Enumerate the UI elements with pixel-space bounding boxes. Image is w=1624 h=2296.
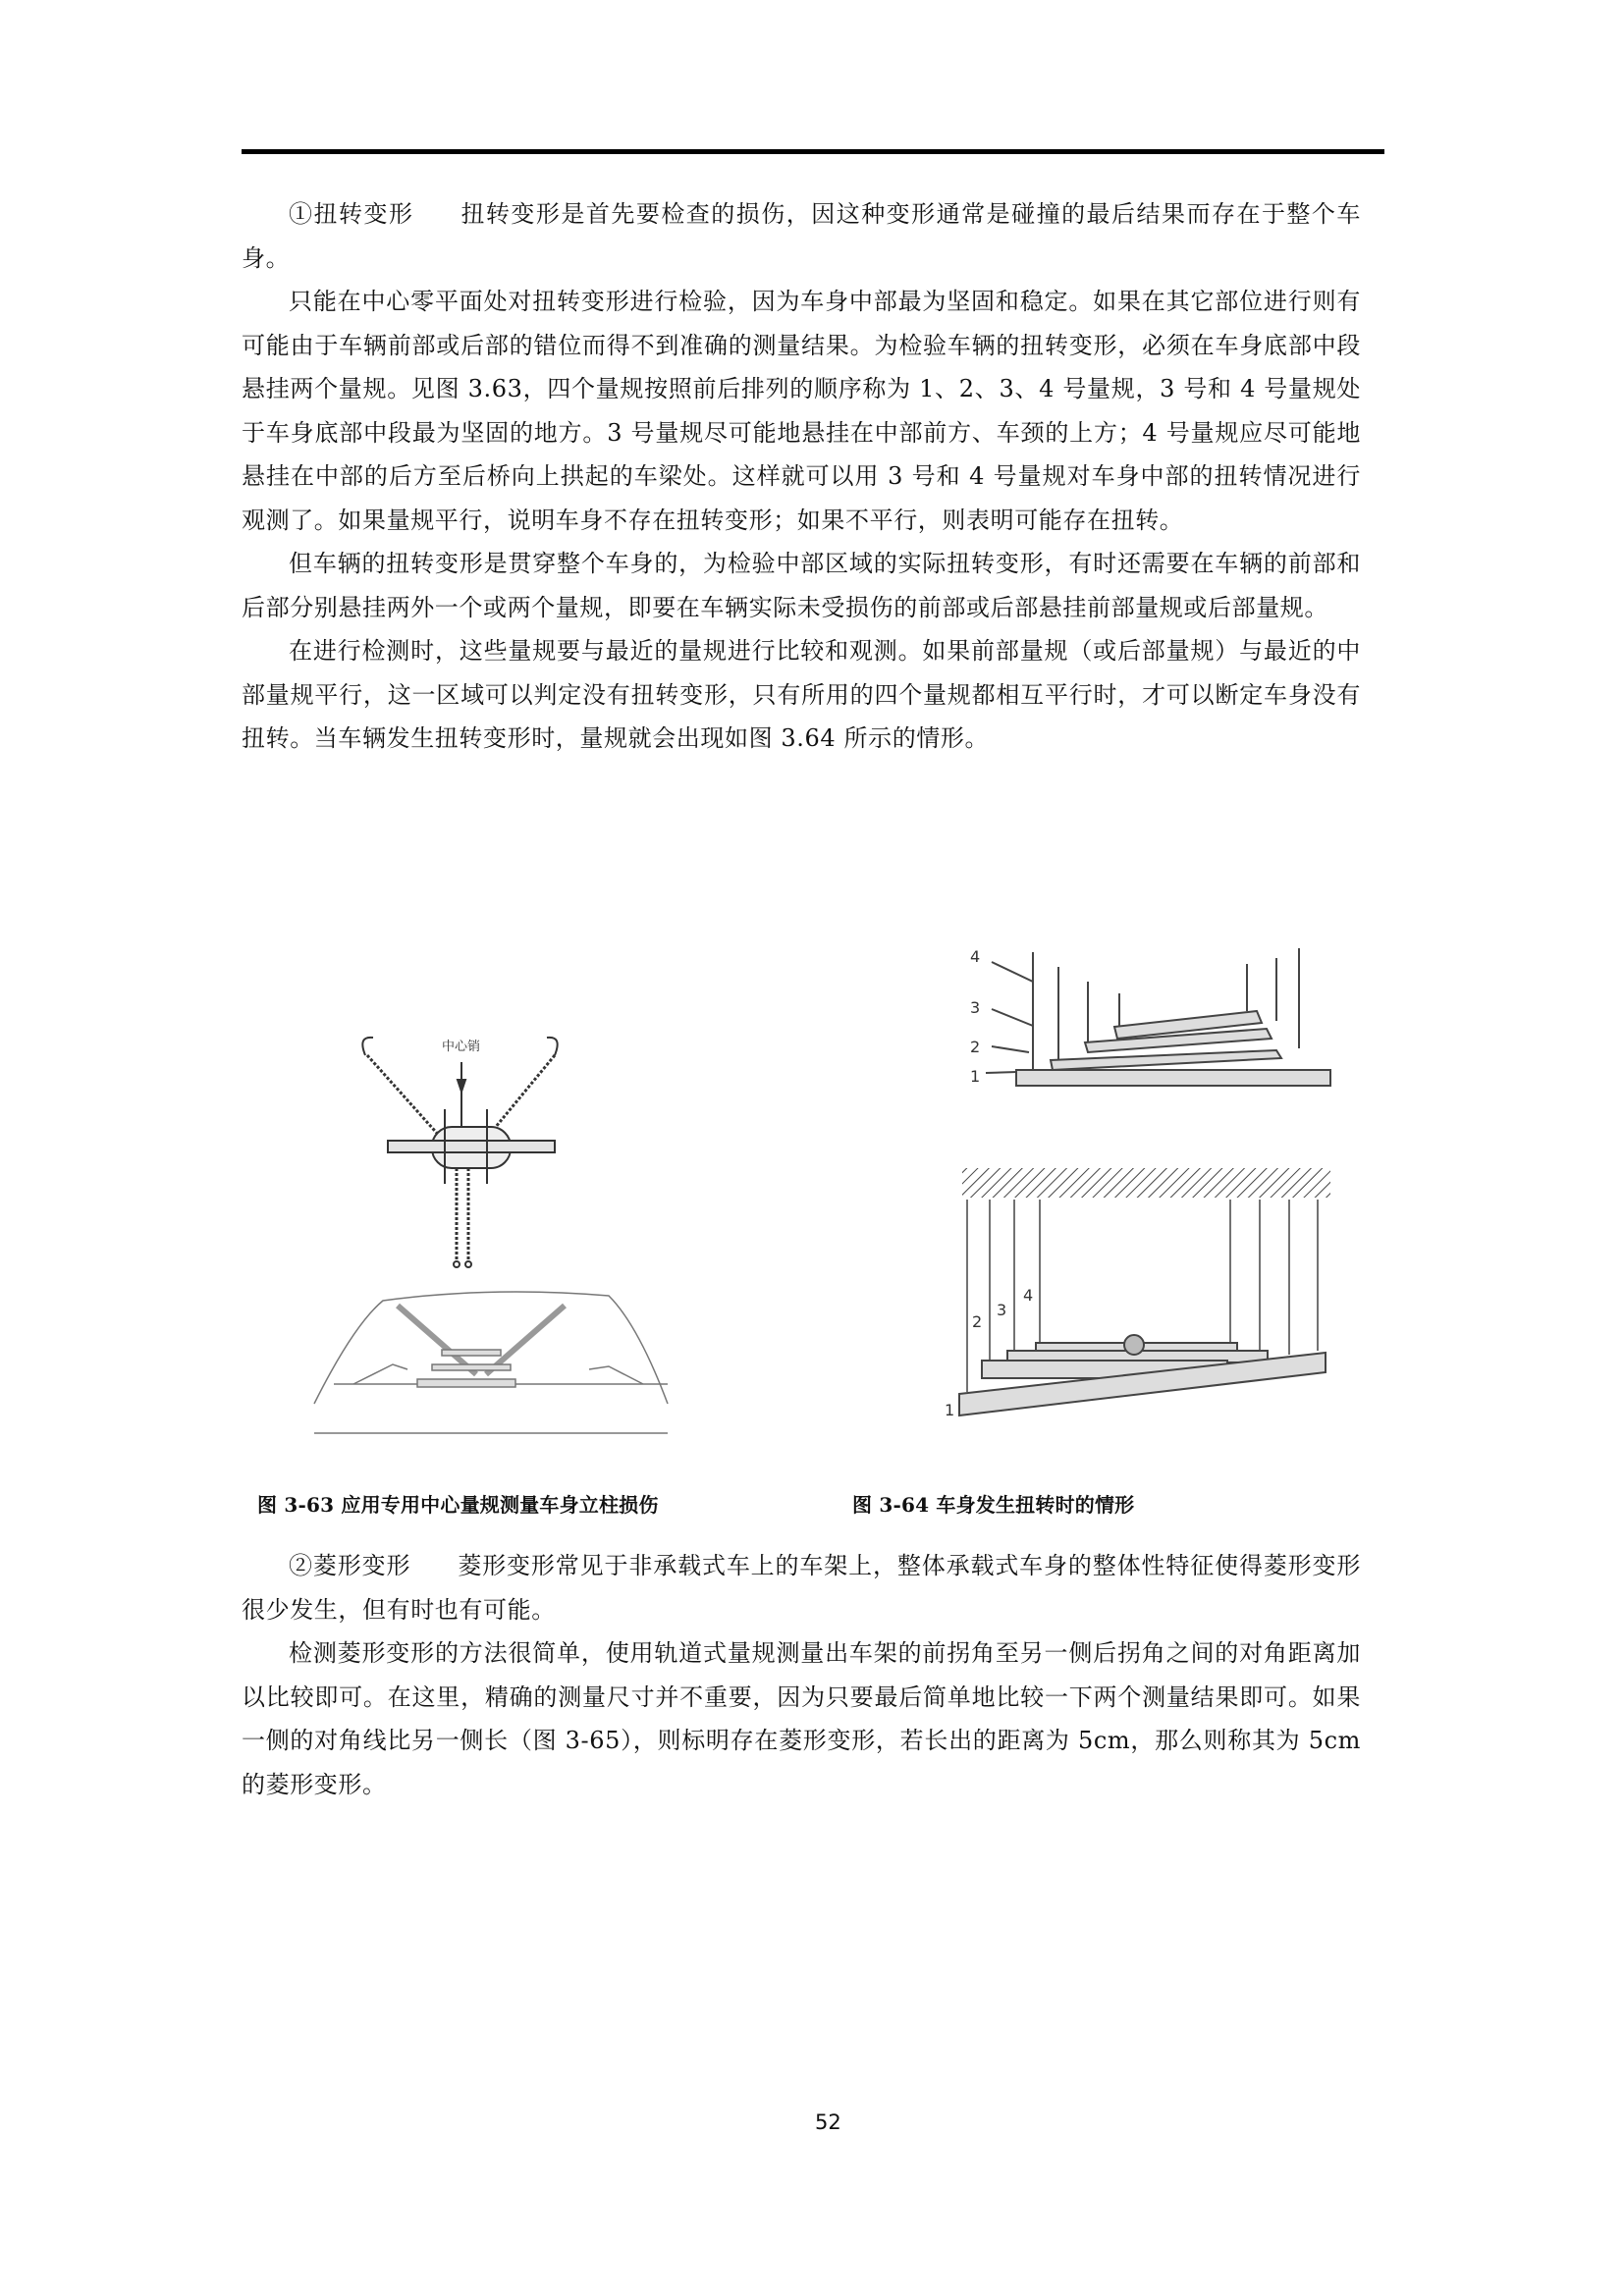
section-diamond [242, 1544, 1361, 1806]
gauge-label-1: 1 [970, 1067, 981, 1086]
paragraph: 只能在中心零平面处对扭转变形进行检验，因为车身中部最为坚固和稳定。如果在其它部位进行则有可能由于车辆前部或后部的错位而得不到准确的测量结果。为检验车辆的扭转变形，必须在车身底部中段悬挂两个量规。见图 3.63，四个量规按照前后排列的顺序称为 1、2、3、4 号量规，3 号和 4 号量规处于车身底部中段最为坚固的地方。3 号量规尽可能地悬挂在中部前方、车颈的上方；4 号量规应尽可能地悬挂在中部的后方至后桥向上拱起的车梁处。这样就可以用 3 号和 4 号量规对车身中部的扭转情况进行观测了。如果量规平行，说明车身不存在扭转变形；如果不平行，则表明可能存在扭转。 [242, 288, 1361, 534]
gauge-label-1: 1 [945, 1401, 955, 1419]
center-pin-label: 中心销 [442, 1040, 481, 1054]
center-gauge-drawing [362, 1038, 557, 1267]
figure-3-64-bottom [943, 1158, 1355, 1443]
gauge-label-2: 2 [972, 1312, 983, 1331]
figure-caption-3-64: 图 3-64 车身发生扭转时的情形 [852, 1493, 1135, 1517]
page-number: 52 [815, 2110, 841, 2134]
gauge-label-2: 2 [970, 1038, 981, 1056]
section-heading: ①扭转变形 [289, 200, 414, 228]
header-rule [242, 149, 1384, 154]
paragraph: 但车辆的扭转变形是贯穿整个车身的，为检验中部区域的实际扭转变形，有时还需要在车辆的前部和后部分别悬挂两外一个或两个量规，即要在车辆实际未受损伤的前部或后部悬挂前部量规或后部量规。 [242, 550, 1361, 621]
paragraph [242, 192, 1361, 280]
car-body-drawing [314, 1292, 668, 1433]
figure-caption-3-63: 图 3-63 应用专用中心量规测量车身立柱损伤 [257, 1493, 659, 1517]
ceiling-hatch [962, 1168, 1330, 1198]
figure-3-64-top [943, 933, 1355, 1109]
gauge-label-3: 3 [970, 998, 981, 1017]
section-torsion [242, 192, 1361, 761]
gauge-label-4: 4 [970, 947, 981, 966]
gauge-label-3: 3 [997, 1301, 1007, 1319]
gauge-label-4: 4 [1023, 1286, 1034, 1305]
paragraph-text: 菱形变形常见于非承载式车上的车架上，整体承载式车身的整体性特征使得菱形变形很少发生，但有时也有可能。 [242, 1552, 1362, 1624]
section-heading: ②菱形变形 [289, 1552, 411, 1579]
paragraph [242, 1544, 1361, 1631]
paragraph: 检测菱形变形的方法很简单，使用轨道式量规测量出车架的前拐角至另一侧后拐角之间的对角距离加以比较即可。在这里，精确的测量尺寸并不重要，因为只要最后简单地比较一下两个测量结果即可。如果一侧的对角线比另一侧长（图 3-65），则标明存在菱形变形，若长出的距离为 5cm，那么则称其为 5cm 的菱形变形。 [242, 1639, 1361, 1798]
figure-3-63 [295, 1011, 746, 1463]
paragraph: 在进行检测时，这些量规要与最近的量规进行比较和观测。如果前部量规（或后部量规）与最近的中部量规平行，这一区域可以判定没有扭转变形，只有所用的四个量规都相互平行时，才可以断定车身没有扭转。当车辆发生扭转变形时，量规就会出现如图 3.64 所示的情形。 [242, 637, 1361, 752]
paragraph-text: 扭转变形是首先要检查的损伤，因这种变形通常是碰撞的最后结果而存在于整个车身。 [242, 200, 1362, 272]
